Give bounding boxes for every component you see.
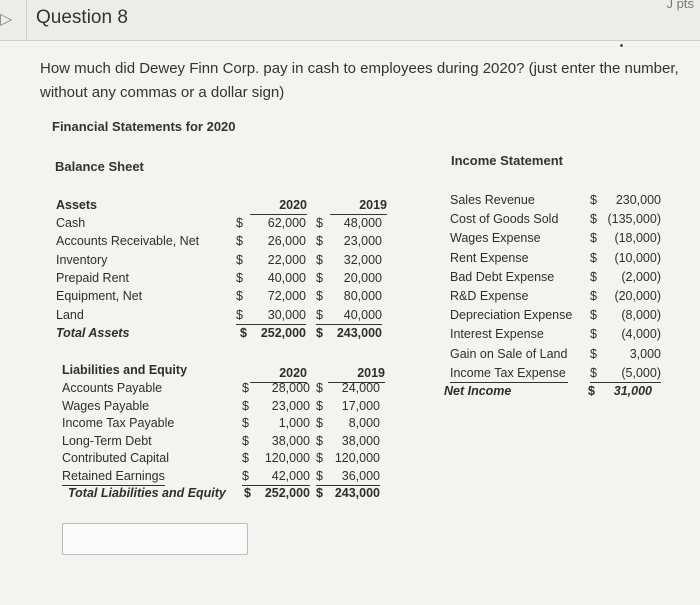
asset-value-2019: 48,000 (343, 216, 382, 230)
dollar-sign: $ (236, 234, 243, 249)
liability-value-2019: 120,000 (334, 451, 380, 466)
balance-sheet-title: Balance Sheet (55, 159, 144, 174)
year-2019-header: 2019 (328, 364, 385, 383)
dollar-sign: $ (316, 306, 326, 325)
dollar-sign: $ (590, 289, 597, 303)
asset-label: Equipment, Net (56, 289, 143, 304)
chevron-right-icon[interactable]: ▷ (0, 11, 13, 28)
liability-value-2020: 120,000 (264, 451, 310, 466)
dollar-sign: $ (316, 270, 323, 285)
year-2020-header: 2020 (250, 364, 307, 383)
section-title: Financial Statements for 2020 (52, 119, 236, 134)
dollar-sign: $ (242, 381, 249, 395)
dollar-sign: $ (242, 433, 249, 448)
liability-value-2020: 38,000 (271, 433, 310, 448)
liability-value-2019: 38,000 (341, 433, 380, 448)
question-title: Question 8 (36, 7, 128, 28)
dollar-sign: $ (590, 346, 597, 361)
income-row-label: Rent Expense (450, 250, 529, 265)
income-row-label: Cost of Goods Sold (450, 212, 559, 227)
net-income-value: 31,000 (613, 384, 652, 398)
asset-label: Cash (56, 216, 86, 230)
dollar-sign: $ (316, 326, 323, 340)
dollar-sign: $ (590, 231, 597, 246)
income-row-label: Wages Expense (450, 231, 541, 246)
net-income-label: Net Income (444, 384, 512, 398)
income-row-value: (10,000) (614, 250, 661, 265)
dollar-sign: $ (316, 416, 323, 431)
dollar-sign: $ (316, 381, 323, 395)
income-row-value: (4,000) (621, 327, 661, 342)
income-row-value: 230,000 (615, 193, 661, 207)
dollar-sign: $ (590, 327, 597, 342)
income-row-value: (135,000) (607, 212, 661, 227)
assets-heading: Assets (56, 198, 97, 212)
dollar-sign: $ (316, 398, 323, 413)
income-row-value: (2,000) (621, 269, 661, 284)
dollar-sign: $ (244, 486, 251, 500)
points-label: J pts (666, 0, 694, 11)
liabilities-heading: Liabilities and Equity (62, 363, 188, 377)
dollar-sign: $ (590, 364, 600, 383)
answer-input[interactable] (62, 523, 248, 555)
dollar-sign: $ (588, 384, 595, 398)
liability-label: Long-Term Debt (62, 433, 152, 448)
income-row-value: (18,000) (614, 231, 661, 246)
asset-label: Land (56, 307, 84, 322)
dollar-sign: $ (236, 289, 243, 304)
dollar-sign: $ (316, 234, 323, 249)
income-row-label: Bad Debt Expense (450, 269, 555, 284)
asset-value-2020: 22,000 (267, 252, 306, 267)
dollar-sign: $ (236, 270, 243, 285)
total-assets-label: Total Assets (56, 326, 130, 340)
asset-value-2020: 30,000 (246, 306, 306, 325)
income-row-label: R&D Expense (450, 289, 529, 303)
liability-label: Contributed Capital (62, 451, 170, 466)
total-assets-2020: 252,000 (260, 326, 306, 340)
income-row-value: (20,000) (614, 289, 661, 303)
cursor-dot (620, 44, 623, 47)
income-row-value: (8,000) (621, 308, 661, 323)
income-row-label: Income Tax Expense (450, 364, 568, 383)
total-liabilities-2020: 252,000 (264, 486, 310, 500)
total-liabilities-label: Total Liabilities and Equity (68, 486, 226, 500)
liability-label: Retained Earnings (62, 467, 165, 486)
total-assets-2019: 243,000 (336, 326, 382, 340)
asset-label: Prepaid Rent (56, 270, 129, 285)
income-row-value: 3,000 (629, 346, 661, 361)
income-row-label: Interest Expense (450, 327, 544, 342)
dollar-sign: $ (240, 326, 247, 340)
income-row-label: Sales Revenue (450, 193, 535, 207)
liability-value-2020: 42,000 (252, 467, 310, 486)
liability-value-2019: 24,000 (341, 381, 380, 395)
dollar-sign: $ (316, 433, 323, 448)
asset-value-2020: 26,000 (267, 234, 306, 249)
income-row-label: Gain on Sale of Land (450, 346, 568, 361)
dollar-sign: $ (590, 308, 597, 323)
income-row-label: Depreciation Expense (450, 308, 573, 323)
liability-value-2020: 23,000 (271, 398, 310, 413)
liability-label: Income Tax Payable (62, 416, 175, 431)
liability-value-2019: 17,000 (341, 398, 380, 413)
asset-value-2019: 20,000 (343, 270, 382, 285)
asset-value-2020: 72,000 (267, 289, 306, 304)
dollar-sign: $ (242, 398, 249, 413)
dollar-sign: $ (590, 269, 597, 284)
asset-value-2020: 62,000 (267, 216, 306, 230)
asset-value-2020: 40,000 (267, 270, 306, 285)
liability-value-2020: 1,000 (278, 416, 310, 431)
header-divider (26, 0, 27, 40)
dollar-sign: $ (316, 451, 323, 466)
dollar-sign: $ (236, 306, 246, 325)
liability-label: Accounts Payable (62, 381, 163, 395)
dollar-sign: $ (242, 451, 249, 466)
income-row-value: (5,000) (600, 364, 661, 383)
year-2019-header: 2019 (330, 196, 387, 215)
dollar-sign: $ (316, 467, 326, 486)
dollar-sign: $ (242, 467, 252, 486)
asset-label: Inventory (56, 252, 108, 267)
dollar-sign: $ (590, 193, 597, 207)
asset-label: Accounts Receivable, Net (56, 234, 200, 249)
asset-value-2019: 32,000 (343, 252, 382, 267)
asset-value-2019: 40,000 (326, 306, 382, 325)
dollar-sign: $ (242, 416, 249, 431)
total-liabilities-2019: 243,000 (334, 486, 380, 500)
liability-value-2019: 36,000 (326, 467, 380, 486)
income-statement-title: Income Statement (451, 153, 563, 168)
liability-value-2019: 8,000 (348, 416, 380, 431)
dollar-sign: $ (316, 486, 323, 500)
dollar-sign: $ (590, 250, 597, 265)
dollar-sign: $ (316, 289, 323, 304)
question-text: How much did Dewey Finn Corp. pay in cash to employees during 2020? (just enter the number, without any commas or a dollar sign) (40, 60, 679, 101)
dollar-sign: $ (236, 252, 243, 267)
dollar-sign: $ (316, 216, 323, 230)
liability-value-2020: 28,000 (271, 381, 310, 395)
year-2020-header: 2020 (250, 196, 307, 215)
asset-value-2019: 23,000 (343, 234, 382, 249)
question-header (0, 0, 700, 41)
liability-label: Wages Payable (62, 398, 150, 413)
dollar-sign: $ (316, 252, 323, 267)
dollar-sign: $ (236, 216, 243, 230)
asset-value-2019: 80,000 (343, 289, 382, 304)
dollar-sign: $ (590, 212, 597, 227)
